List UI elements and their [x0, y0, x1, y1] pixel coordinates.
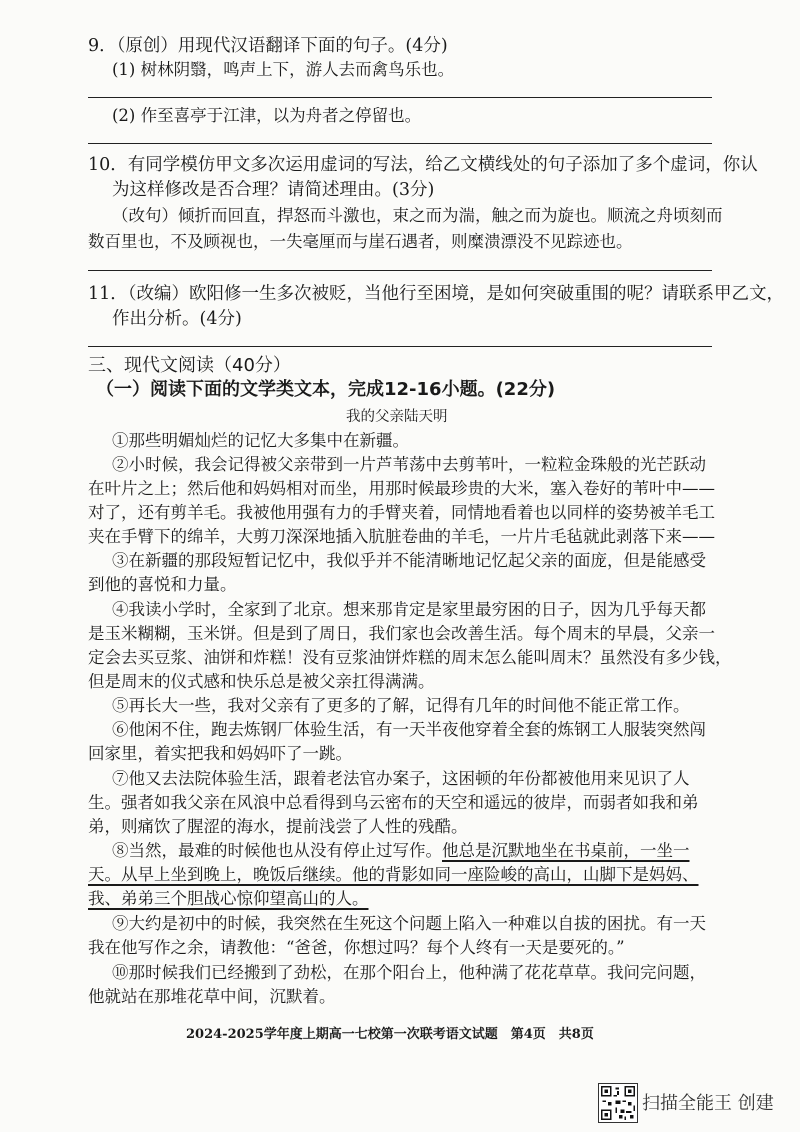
q10-stem-line-2: 为这样修改是否合理？请简述理由。(3分) [112, 180, 435, 200]
paragraph-1: ①那些明媚灿烂的记忆大多集中在新疆。 [112, 431, 409, 450]
answer-line [88, 346, 712, 347]
paragraph-7-line: 弟，则痛饮了腥涩的海水，提前浅尝了人性的残酷。 [88, 817, 468, 836]
paragraph-7-line: 生。强者如我父亲在风浪中总看得到乌云密布的天空和遥远的彼岸，而弱者如我和弟 [88, 793, 699, 812]
paragraph-8-underlined-line: 我、弟弟三个胆战心惊仰望高山的人。 [88, 889, 369, 908]
paragraph-10-line: ⑩那时候我们已经搬到了劲松，在那个阳台上，他种满了花花草草。我问完问题， [112, 963, 706, 982]
paragraph-3-line: ③在新疆的那段短暂记忆中，我似乎并不能清晰地记忆起父亲的面庞，但是能感受 [112, 551, 706, 570]
page-footer: 2024-2025学年度上期高一七校第一次联考语文试题 第4页 共8页 [186, 1027, 594, 1042]
q9-sentence-1: (1) 树林阴翳，鸣声上下，游人去而禽鸟乐也。 [112, 60, 455, 79]
article-title: 我的父亲陆天明 [346, 409, 448, 425]
q11-stem-line-1: 11．（改编）欧阳修一生多次被贬，当他行至困境，是如何突破重围的呢？请联系甲乙文， [88, 284, 785, 304]
paragraph-4-line: 定会去买豆浆、油饼和炸糕！没有豆浆油饼炸糕的周末怎么能叫周末？虽然没有多少钱， [88, 648, 732, 667]
section-heading: 三、现代文阅读（40分） [88, 355, 291, 376]
paragraph-3-line: 到他的喜悦和力量。 [88, 575, 237, 594]
paragraph-10-line: 他就站在那堆花草中间，沉默着。 [88, 987, 336, 1006]
paragraph-9-line: ⑨大约是初中的时候，我突然在生死这个问题上陷入一种难以自拔的困扰。有一天 [112, 914, 706, 933]
paragraph-8-underlined-line: 天。从早上坐到晚上，晚饭后继续。他的背影如同一座险峻的高山，山脚下是妈妈、 [88, 865, 699, 884]
q10-revised-line-2: 数百里也，不及顾视也，一失毫厘而与崖石遇者，则糜溃漂没不见踪迹也。 [88, 232, 633, 251]
paragraph-7-line: ⑦他又去法院体验生活，跟着老法官办案子，这困顿的年份都被他用来见识了人 [112, 769, 690, 788]
q11-stem-line-2: 作出分析。(4分) [112, 309, 242, 329]
q10-revised-line-1: （改句）倾折而回直，捍怒而斗激也，束之而为湍，触之而为旋也。顺流之舟顷刻而 [112, 206, 723, 225]
paragraph-2-line: 对了，还有剪羊毛。我被他用强有力的手臂夹着，同情地看着也以同样的姿势被羊毛工 [88, 503, 715, 522]
paragraph-8-line [112, 839, 690, 863]
paragraph-8-underlined: 他总是沉默地坐在书桌前，一坐一 [442, 841, 690, 860]
paragraph-2-line: ②小时候，我会记得被父亲带到一片芦苇荡中去剪苇叶，一粒粒金珠般的光芒跃动 [112, 455, 706, 474]
paragraph-4-line: ④我读小学时，全家到了北京。想来那肯定是家里最穷困的日子，因为几乎每天都 [112, 600, 706, 619]
watermark-text: 扫描全能王 创建 [642, 1093, 774, 1114]
q9-stem: 9．（原创）用现代汉语翻译下面的句子。(4分) [88, 36, 448, 56]
paragraph-5: ⑤再长大一些，我对父亲有了更多的了解，记得有几年的时间他不能正常工作。 [112, 696, 690, 715]
section-subheading: （一）阅读下面的文学类文本，完成12-16小题。(22分) [96, 379, 556, 400]
q9-sentence-2: (2) 作至喜亭于江津，以为舟者之停留也。 [112, 106, 422, 125]
paragraph-4-line: 但是周末的仪式感和快乐总是被父亲扛得满满。 [88, 672, 435, 691]
paragraph-6-line: 回家里，着实把我和妈妈吓了一跳。 [88, 744, 352, 763]
answer-line [88, 97, 712, 98]
paragraph-4-line: 是玉米糊糊，玉米饼。但是到了周日，我们家也会改善生活。每个周末的早晨，父亲一 [88, 624, 715, 643]
paragraph-8-plain: ⑧当然，最难的时候他也从没有停止过写作。 [112, 841, 442, 860]
paragraph-2-line: 在叶片之上；然后他和妈妈相对而坐，用那时候最珍贵的大米，塞入卷好的苇叶中—— [88, 479, 715, 498]
paragraph-2-line: 夹在手臂下的绵羊，大剪刀深深地插入肮脏卷曲的羊毛，一片片毛毡就此剥落下来—— [88, 527, 715, 546]
paragraph-9-line: 我在他写作之余，请教他：“爸爸，你想过吗？每个人终有一天是要死的。” [88, 938, 625, 957]
paragraph-6-line: ⑥他闲不住，跑去炼钢厂体验生活，有一天半夜他穿着全套的炼钢工人服装突然闯 [112, 720, 706, 739]
qr-code-icon [598, 1083, 638, 1123]
answer-line [88, 270, 712, 271]
q10-stem-line-1: 10．有同学模仿甲文多次运用虚词的写法，给乙文横线处的句子添加了多个虚词，你认 [88, 155, 758, 175]
answer-line [88, 143, 712, 144]
